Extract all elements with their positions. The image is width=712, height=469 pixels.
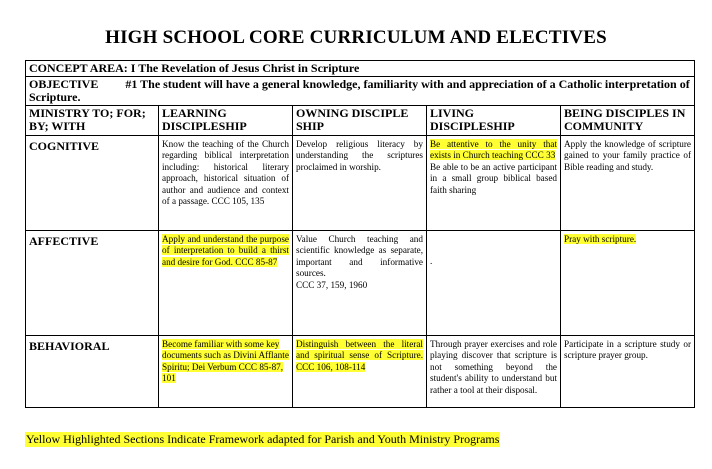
- cell-text: Participate in a scripture study or scripture prayer group.: [564, 339, 692, 361]
- cell-text: CCC 37, 159, 1960: [296, 279, 368, 290]
- table-cell: [561, 136, 695, 231]
- highlight-legend-note: Yellow Highlighted Sections Indicate Framework adapted for Parish and Youth Ministry Programs: [26, 432, 500, 446]
- table-row-behavioral: [26, 336, 695, 408]
- cell-text: Know the teaching of the Church regarding biblical interpretation including: historical literary approach, historical situation of author and audience and context of a passage. CCC 105, 135: [162, 139, 289, 207]
- objective-label: OBJECTIVE: [29, 77, 99, 91]
- cell-text-highlighted: Apply and understand the purpose of interpretation to build a thirst and desire for God. CCC 85-87: [162, 234, 289, 267]
- objective-cell: [26, 77, 695, 106]
- table-cell: [159, 336, 293, 408]
- cell-text-highlighted: Pray with scripture.: [564, 234, 637, 244]
- table-cell: [159, 231, 293, 336]
- concept-area-label: CONCEPT AREA:: [29, 61, 128, 75]
- cell-text: Develop religious literacy by understanding the scriptures proclaimed in worship.: [296, 139, 423, 172]
- table-cell: [159, 136, 293, 231]
- curriculum-table: [25, 60, 695, 408]
- table-cell: [293, 136, 427, 231]
- table-cell: [561, 336, 695, 408]
- table-row-cognitive: [26, 136, 695, 231]
- table-cell: [293, 336, 427, 408]
- column-header-learning: LEARNING DISCIPLESHIP: [159, 106, 293, 136]
- concept-area-value: I The Revelation of Jesus Christ in Scripture: [130, 61, 360, 75]
- table-cell: [293, 231, 427, 336]
- ministry-header: [26, 106, 159, 136]
- table-cell: [561, 231, 695, 336]
- table-row-affective: [26, 231, 695, 336]
- ministry-label: MINISTRY TO; FOR; BY; WITH: [29, 106, 146, 133]
- cell-text: Be able to be an active participant in a small group biblical based faith sharing: [430, 161, 557, 195]
- row-label-affective: AFFECTIVE: [26, 231, 159, 336]
- cell-text-highlighted: Be attentive to the unity that exists in Church teaching CCC 33: [430, 139, 557, 161]
- cell-text-highlighted: Distinguish between the literal and spiritual sense of Scripture. CCC 106, 108-114: [296, 339, 423, 372]
- row-label-cognitive: COGNITIVE: [26, 136, 159, 231]
- concept-area-cell: [26, 61, 695, 77]
- concept-row: [26, 61, 695, 77]
- column-header-owning: OWNING DISCIPLE SHIP: [293, 106, 427, 136]
- page-title: HIGH SCHOOL CORE CURRICULUM AND ELECTIVES: [105, 27, 607, 48]
- cell-text: .: [430, 256, 433, 266]
- cell-text-highlighted: Become familiar with some key documents such as Divini Afflante Spiritu; Dei Verbum CCC 85-87, 101: [162, 339, 289, 384]
- column-header-row: [26, 106, 695, 136]
- column-header-living: LIVING DISCIPLESHIP: [427, 106, 561, 136]
- column-header-community: BEING DISCIPLES IN COMMUNITY: [561, 106, 695, 136]
- cell-text: Through prayer exercises and role playing discover that scripture is not something beyond the student's ability to understand but rather a tool at their disposal.: [430, 339, 557, 395]
- cell-text: Value Church teaching and scientific knowledge as separate, important and informative sources.: [296, 234, 423, 279]
- table-cell: [427, 136, 561, 231]
- objective-value: #1 The student will have a general knowledge, familiarity with and appreciation of a Catholic interpretation of Scripture.: [29, 77, 690, 104]
- table-cell: [427, 231, 561, 336]
- table-cell: [427, 336, 561, 408]
- cell-text: Apply the knowledge of scripture gained to your family practice of Bible reading and study.: [564, 139, 692, 172]
- objective-row: [26, 77, 695, 106]
- row-label-behavioral: BEHAVIORAL: [26, 336, 159, 408]
